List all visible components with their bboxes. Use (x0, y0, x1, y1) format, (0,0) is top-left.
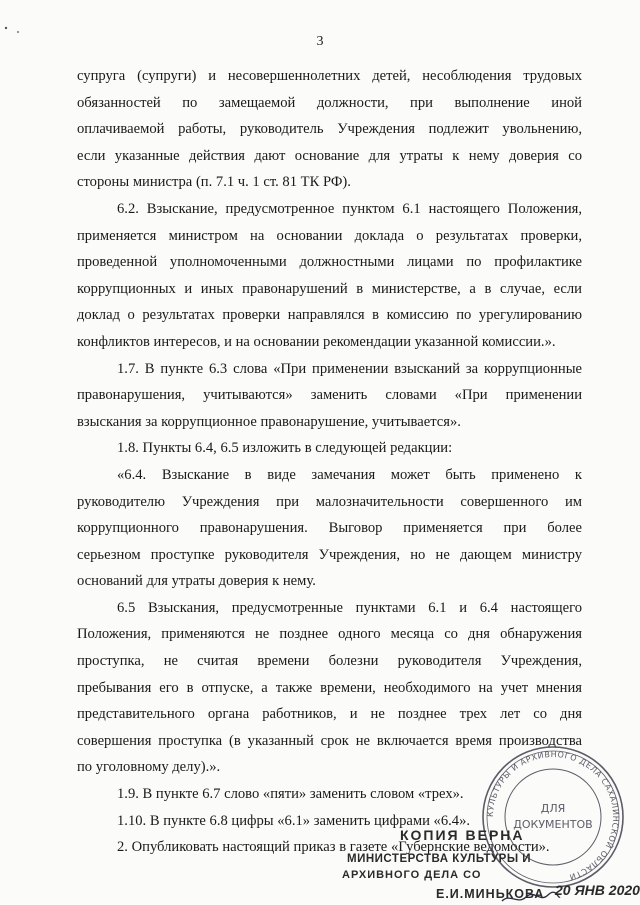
text-line: супруга (супруги) и несовершеннолетних детей, несоблюдения трудовых (77, 68, 582, 84)
text-line: 1.7. В пункте 6.3 слова «При применении взысканий за коррупционные (117, 360, 582, 377)
certifying-ministry: МИНИСТЕРСТВА КУЛЬТУРЫ И (347, 853, 532, 865)
text-line: конфликтов интересов, и на основании рекомендации указанной комиссии.». (77, 333, 556, 350)
text-line: стороны министра (п. 7.1 ч. 1 ст. 81 ТК РФ). (77, 174, 351, 191)
paragraph-continuation-6-1 (77, 63, 582, 196)
text-line: оплачиваемой работы, руководитель Учреждения подлежит увольнению, (77, 121, 582, 138)
text-line: руководителю Учреждения при малозначительности совершенного им (77, 493, 582, 510)
text-line: 6.5 Взыскания, предусмотренные пунктами 6.1 и 6.4 настоящего (117, 599, 582, 616)
text-line: совершения проступка (в указанный срок не включается время производства (77, 732, 582, 749)
text-line: проступка, не считая времени болезни руководителя Учреждения, (77, 653, 582, 670)
page-number: 3 (316, 34, 324, 49)
text-line: проведенной уполномоченными должностными лицами по профилактике (77, 254, 582, 271)
text-line: по уголовному делу).». (77, 759, 221, 776)
text-line: серьезном проступке руководителя Учреждения, но не дающем министру (77, 546, 582, 563)
text-line: 1.10. В пункте 6.8 цифры «6.1» заменить цифрами «6.4». (117, 812, 471, 829)
text-line: 6.2. Взыскание, предусмотренное пунктом 6.1 настоящего Положения, (117, 200, 582, 217)
certification-stamp (342, 827, 640, 905)
text-line: взыскания за коррупционное правонарушение, учитывается». (77, 413, 461, 430)
text-line: коррупционных и иных правонарушений в министерстве, а в случае, если (77, 280, 582, 297)
paragraph-6-4 (77, 462, 582, 595)
seal-center-line-2: ДОКУМЕНТОВ (513, 818, 593, 831)
copy-verified-label: КОПИЯ ВЕРНА (400, 827, 525, 843)
text-line: доклад о результатах проверки направлялся в комиссию по урегулированию (77, 307, 582, 324)
certifying-archive: АРХИВНОГО ДЕЛА СО (342, 869, 482, 881)
seal-ring-text: КУЛЬТУРЫ И АРХИВНОГО ДЕЛА САХАЛИНСКОЙ ОБЛАСТИ (485, 749, 621, 882)
text-line: обязанностей по замещаемой должности, при выполнение иной (77, 94, 582, 111)
certifier-name: Е.И.МИНЬКОВА (436, 887, 545, 901)
handwritten-signature (500, 891, 562, 905)
paragraph-1-8 (77, 435, 582, 462)
certification-date: 20 ЯНВ 2020 (555, 882, 640, 898)
text-line: если указанные действия дают основание для утраты к нему доверия со (77, 147, 582, 164)
scan-corner-marks (2, 14, 32, 34)
text-line: 1.8. Пункты 6.4, 6.5 изложить в следующей редакции: (117, 440, 453, 457)
text-line: оснований для утраты доверия к нему. (77, 573, 316, 590)
text-line: «6.4. Взыскание в виде замечания может быть применено к (117, 466, 582, 483)
paragraph-6-2 (77, 196, 582, 356)
text-line: пребывания его в отпуске, а также времени, необходимого на учет мнения (77, 679, 582, 696)
text-line: 2. Опубликовать настоящий приказ в газете «Губернские ведомости». (117, 839, 550, 856)
seal-center-line-1: ДЛЯ (540, 802, 566, 815)
text-line: Положения, применяются не позднее одного месяца со дня обнаружения (77, 626, 582, 643)
text-line: применяется министром на основании доклада о результатах проверки, (77, 227, 582, 244)
text-line: коррупционного правонарушения. Выговор применяется при более (77, 520, 582, 537)
text-line: 1.9. В пункте 6.7 слово «пяти» заменить словом «трех». (117, 786, 464, 803)
paragraph-1-7 (77, 356, 582, 436)
text-line: правонарушения, учитываются» заменить словами «При применении (77, 387, 582, 404)
text-line: представительного органа работников, и не позднее трех лет со дня (77, 706, 582, 723)
